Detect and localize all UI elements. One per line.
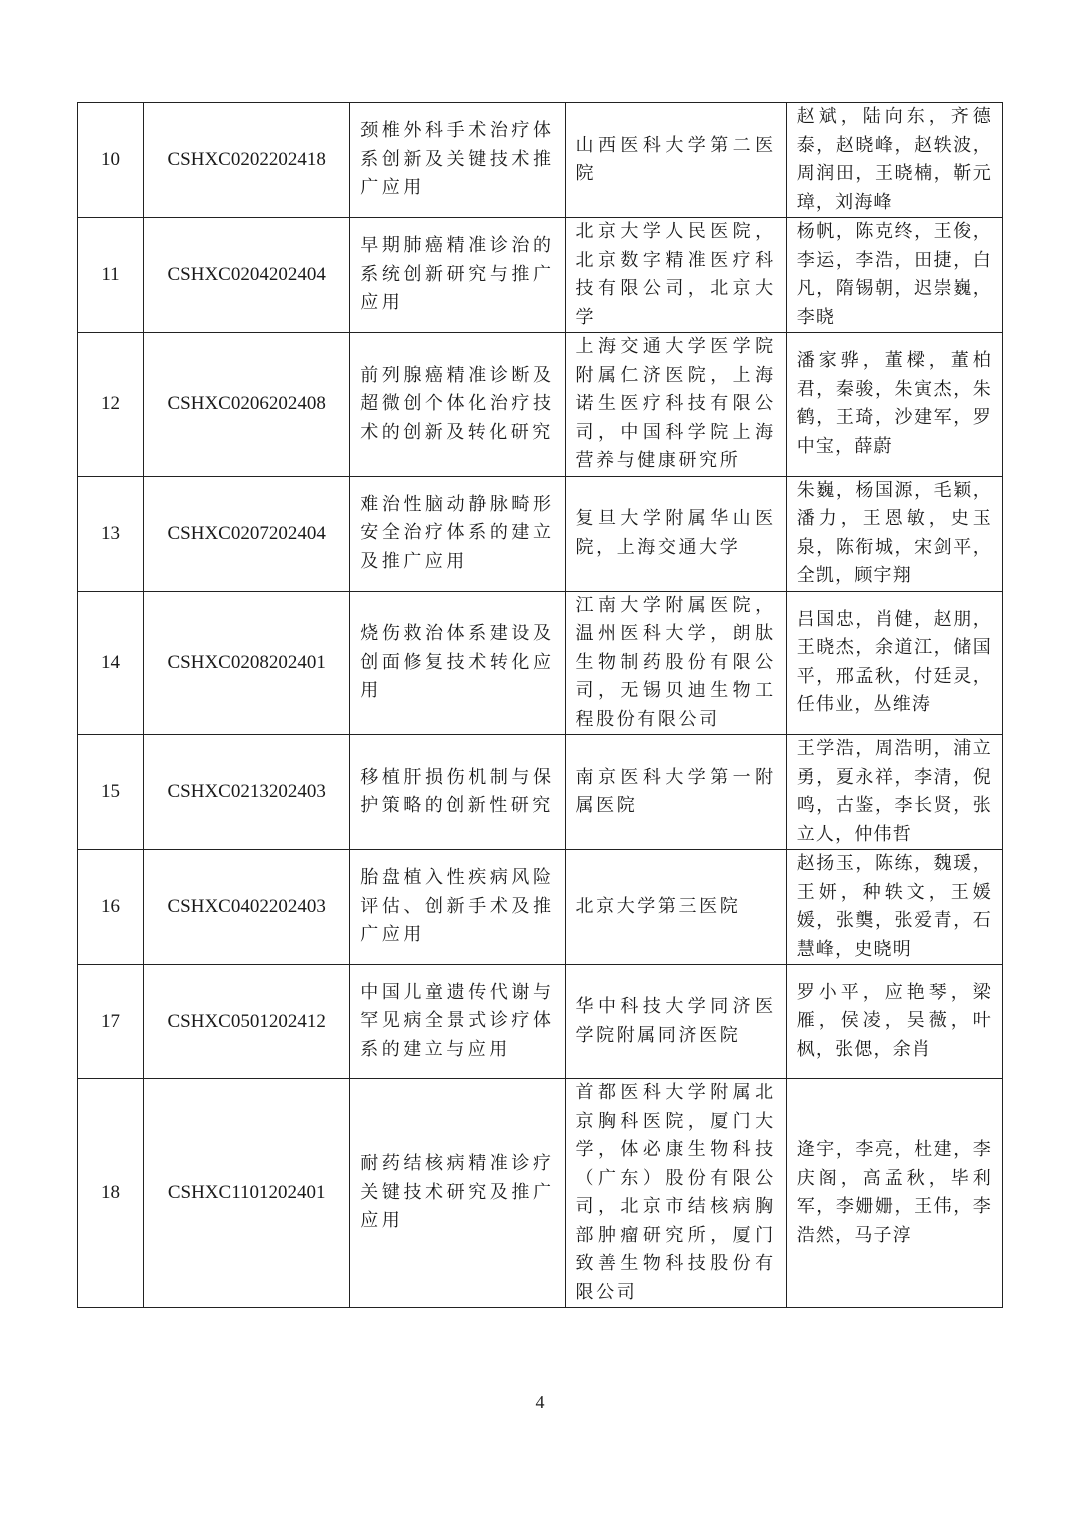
table-row	[78, 850, 1003, 965]
organizations: 上海交通大学医学院附属仁济医院，上海诺生医疗科技有限公司，中国科学院上海营养与健康研究所	[565, 333, 786, 477]
project-code: CSHXC0207202404	[144, 476, 350, 591]
row-number: 15	[78, 735, 144, 850]
table-row	[78, 103, 1003, 218]
project-title: 早期肺癌精准诊治的系统创新研究与推广应用	[350, 218, 565, 333]
project-title: 烧伤救治体系建设及创面修复技术转化应用	[350, 591, 565, 735]
organizations: 南京医科大学第一附属医院	[565, 735, 786, 850]
row-number: 12	[78, 333, 144, 477]
contributors: 潘家骅，董樑，董柏君，秦骏，朱寅杰，朱鹤，王琦，沙建军，罗中宝，薛蔚	[786, 333, 1002, 477]
contributors: 逄宇，李亮，杜建，李庆阁，高孟秋，毕利军，李姗姗，王伟，李浩然，马子淳	[786, 1079, 1002, 1308]
table-row	[78, 333, 1003, 477]
project-code: CSHXC0402202403	[144, 850, 350, 965]
contributors: 赵斌，陆向东，齐德泰，赵晓峰，赵轶波，周润田，王晓楠，靳元璋，刘海峰	[786, 103, 1002, 218]
contributors: 杨帆，陈克终，王俊，李运，李浩，田捷，白凡，隋锡朝，迟崇巍，李晓	[786, 218, 1002, 333]
project-title: 耐药结核病精准诊疗关键技术研究及推广应用	[350, 1079, 565, 1308]
project-title: 中国儿童遗传代谢与罕见病全景式诊疗体系的建立与应用	[350, 965, 565, 1079]
organizations: 江南大学附属医院，温州医科大学，朗肽生物制药股份有限公司，无锡贝迪生物工程股份有限公司	[565, 591, 786, 735]
contributors: 朱巍，杨国源，毛颖，潘力，王恩敏，史玉泉，陈衔城，宋剑平，全凯，顾宇翔	[786, 476, 1002, 591]
page-number: 4	[535, 1392, 545, 1412]
organizations: 北京大学人民医院，北京数字精准医疗科技有限公司，北京大学	[565, 218, 786, 333]
project-title: 前列腺癌精准诊断及超微创个体化治疗技术的创新及转化研究	[350, 333, 565, 477]
project-title: 难治性脑动静脉畸形安全治疗体系的建立及推广应用	[350, 476, 565, 591]
award-table	[77, 102, 1003, 1308]
organizations: 华中科技大学同济医学院附属同济医院	[565, 965, 786, 1079]
organizations: 北京大学第三医院	[565, 850, 786, 965]
project-code: CSHXC1101202401	[144, 1079, 350, 1308]
project-title: 颈椎外科手术治疗体系创新及关键技术推广应用	[350, 103, 565, 218]
project-code: CSHXC0501202412	[144, 965, 350, 1079]
project-code: CSHXC0206202408	[144, 333, 350, 477]
project-code: CSHXC0208202401	[144, 591, 350, 735]
row-number: 17	[78, 965, 144, 1079]
project-code: CSHXC0204202404	[144, 218, 350, 333]
row-number: 11	[78, 218, 144, 333]
row-number: 14	[78, 591, 144, 735]
organizations: 复旦大学附属华山医院，上海交通大学	[565, 476, 786, 591]
project-code: CSHXC0213202403	[144, 735, 350, 850]
table-row	[78, 476, 1003, 591]
contributors: 王学浩，周浩明，浦立勇，夏永祥，李清，倪鸣，古鉴，李长贤，张立人，仲伟哲	[786, 735, 1002, 850]
row-number: 18	[78, 1079, 144, 1308]
contributors: 赵扬玉，陈练，魏瑗，王妍，种轶文，王媛媛，张龑，张爱青，石慧峰，史晓明	[786, 850, 1002, 965]
project-title: 胎盘植入性疾病风险评估、创新手术及推广应用	[350, 850, 565, 965]
row-number: 13	[78, 476, 144, 591]
table-row	[78, 1079, 1003, 1308]
row-number: 10	[78, 103, 144, 218]
table-row	[78, 218, 1003, 333]
project-title: 移植肝损伤机制与保护策略的创新性研究	[350, 735, 565, 850]
project-code: CSHXC0202202418	[144, 103, 350, 218]
table-row	[78, 735, 1003, 850]
organizations: 首都医科大学附属北京胸科医院，厦门大学，体必康生物科技（广东）股份有限公司，北京市结核病胸部肿瘤研究所，厦门致善生物科技股份有限公司	[565, 1079, 786, 1308]
table-row	[78, 591, 1003, 735]
contributors: 罗小平，应艳琴，梁雁，侯凌，吴薇，叶枫，张偲，余肖	[786, 965, 1002, 1079]
organizations: 山西医科大学第二医院	[565, 103, 786, 218]
table-row	[78, 965, 1003, 1079]
contributors: 吕国忠，肖健，赵朋，王晓杰，余道江，储国平，邢孟秋，付廷灵，任伟业，丛维涛	[786, 591, 1002, 735]
row-number: 16	[78, 850, 144, 965]
